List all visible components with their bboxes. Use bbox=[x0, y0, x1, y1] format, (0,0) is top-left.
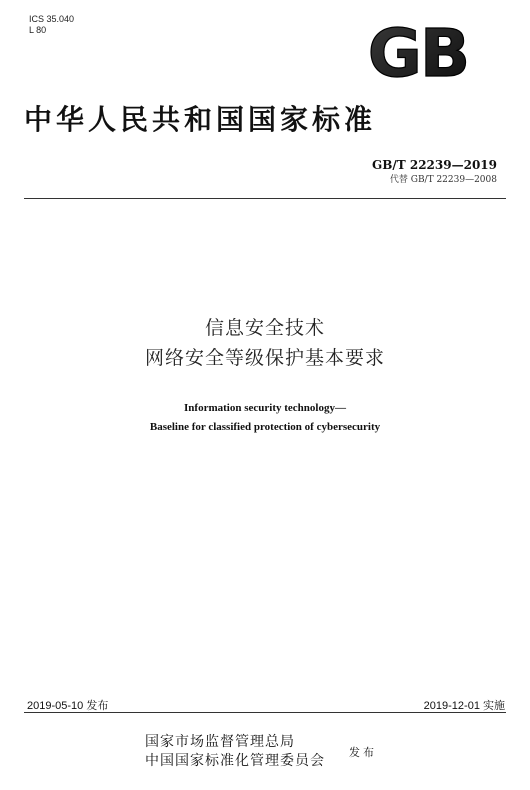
zh-title-line2: 网络安全等级保护基本要求 bbox=[144, 347, 385, 369]
en-title-line2: Baseline for classified protection of cybersecurity bbox=[149, 421, 381, 433]
issue-action: 发布 bbox=[349, 746, 377, 759]
implementation-date: 2019-12-01 实施 bbox=[423, 700, 505, 712]
issuer-org2: 中国国家标准化管理委员会 bbox=[145, 753, 325, 769]
gb-logo bbox=[362, 18, 474, 84]
ccs-code: L 80 bbox=[29, 25, 47, 35]
svg-text:GB: GB bbox=[367, 18, 469, 84]
issuer-org1: 国家市场监督管理总局 bbox=[145, 734, 295, 750]
standard-number: GB/T 22239—2019 bbox=[371, 158, 497, 172]
standard-category-title: 中华人民共和国国家标准 bbox=[24, 103, 377, 136]
bottom-divider bbox=[24, 712, 506, 713]
en-title-line1: Information security technology— bbox=[184, 402, 346, 414]
ics-code: ICS 35.040 bbox=[29, 14, 75, 24]
classification-codes bbox=[29, 14, 74, 36]
replaces-standard: 代替 GB/T 22239—2008 bbox=[389, 175, 497, 185]
top-divider bbox=[24, 198, 506, 199]
publish-date: 2019-05-10 发布 bbox=[27, 700, 109, 712]
issuing-organizations bbox=[145, 733, 325, 771]
zh-title-line1: 信息安全技术 bbox=[204, 317, 325, 339]
